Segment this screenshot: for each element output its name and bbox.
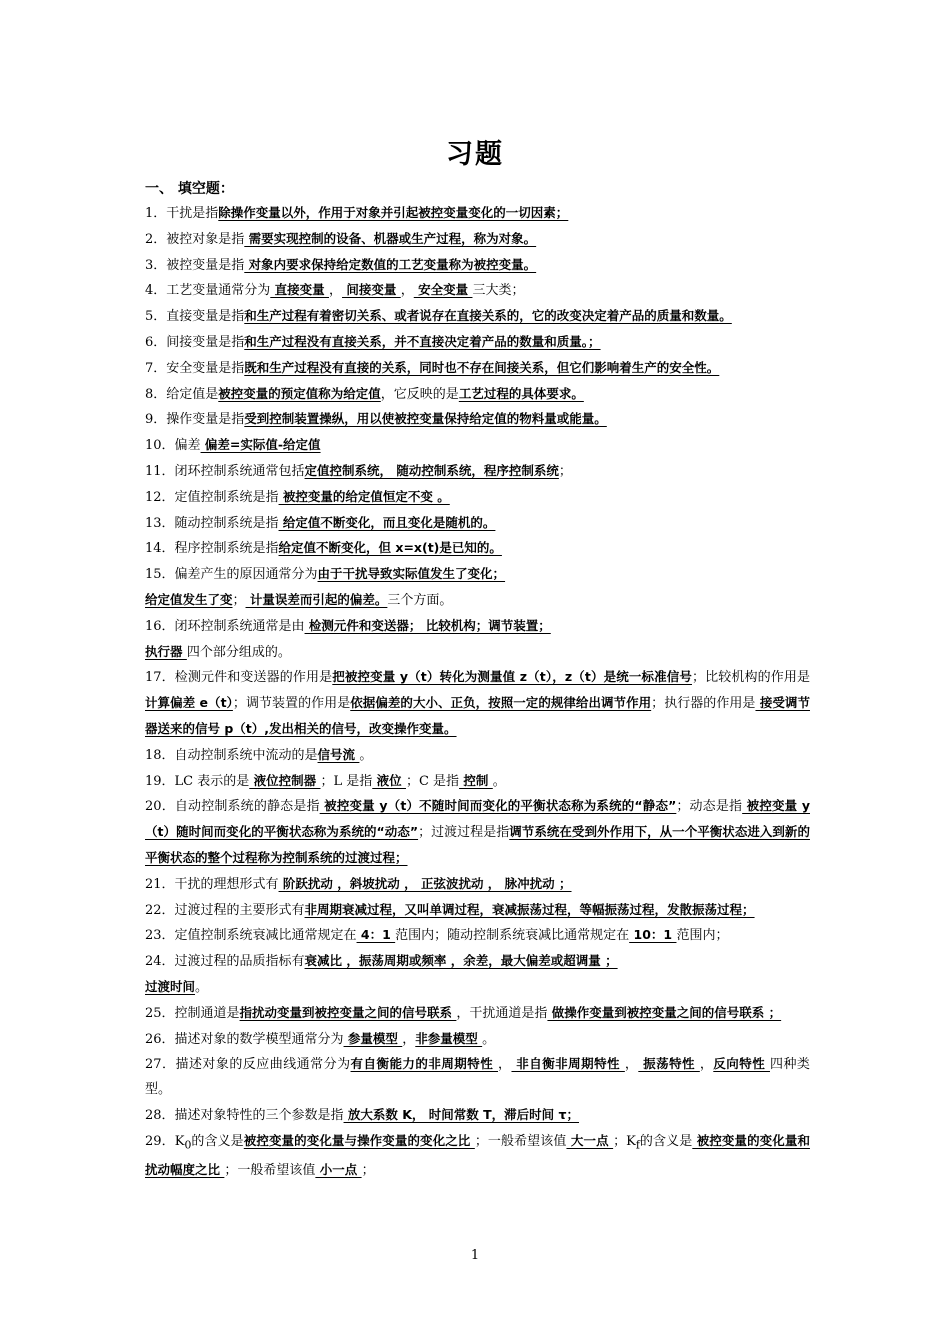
question-18: 18．自动控制系统中流动的是信号流 。 bbox=[145, 746, 373, 763]
question-13: 13．随动控制系统是指 给定值不断变化，而且变化是随机的。 bbox=[145, 514, 496, 531]
question-28: 28．描述对象特性的三个参数是指 放大系数 K， 时间常数 T，滞后时间 τ； bbox=[145, 1106, 579, 1123]
question-19: 19．LC 表示的是 液位控制器 ；L 是指 液位 ；C 是指 控制 。 bbox=[145, 772, 506, 789]
question-15: 15．偏差产生的原因通常分为由于干扰导致实际值发生了变化； 给定值发生了变； 计量误差而引起的偏差。三个方面。 bbox=[145, 566, 506, 608]
question-1: 1．干扰是指除操作变量以外，作用于对象并引起被控变量变化的一切因素； bbox=[145, 205, 569, 221]
question-2: 2．被控对象是指 需要实现控制的设备、机器或生产过程，称为对象。 bbox=[145, 230, 537, 247]
question-29: 29．$K_0$的含义是被控变量的变化量与操作变量的变化之比 ；一般希望该值 大一点 ；$K_f$的含义是 被控变量的变化量和扰动幅度之比 ；一般希望该值 小一点 ； bbox=[145, 1132, 810, 1179]
question-23: 23．定值控制系统衰减比通常规定在 4：1 范围内；随动控制系统衰减比通常规定在 10：1 范围内； bbox=[145, 927, 729, 944]
question-9: 9．操作变量是指受到控制装置操纵，用以使被控变量保持给定值的物料量或能量。 bbox=[145, 411, 607, 428]
question-21: 21．干扰的理想形式有 阶跃扰动 ，斜坡扰动 ， 正弦波扰动 ， 脉冲扰动 ； bbox=[145, 875, 572, 892]
question-16: 16．闭环控制系统通常是由 检测元件和变送器； 比较机构；调节装置； 执行器 四个部分组成的。 bbox=[145, 617, 551, 660]
question-14: 14．程序控制系统是指给定值不断变化，但 x=x(t)是已知的。 bbox=[145, 540, 502, 557]
question-12: 12．定值控制系统是指 被控变量的给定值恒定不变 。 bbox=[145, 488, 450, 505]
question-26: 26．描述对象的数学模型通常分为 参量模型 ，非参量模型 。 bbox=[145, 1030, 496, 1047]
question-17: 17．检测元件和变送器的作用是把被控变量 y（t）转化为测量值 z（t），z（t）是统一标准信号；比较机构的作用是 计算偏差 e（t）；调节装置的作用是依据偏差的大小、正负，按照一定的规律给出调节作用；执行器的作用是 接受调节器送来的信号 p（t）,发出相关的信号，改变操作变量。 bbox=[145, 669, 810, 736]
question-6: 6．间接变量是指和生产过程没有直接关系，并不直接决定着产品的数量和质量。； bbox=[145, 333, 601, 350]
question-10: 10．偏差 偏差=实际值-给定值 bbox=[145, 437, 321, 454]
question-11: 11．闭环控制系统通常包括定值控制系统， 随动控制系统，程序控制系统； bbox=[145, 462, 572, 479]
question-27: 27．描述对象的反应曲线通常分为有自衡能力的非周期特性 ， 非自衡非周期特性 ， 振荡特性 ，反向特性 四种类型。 bbox=[145, 1056, 810, 1098]
page-number: 1 bbox=[470, 1248, 480, 1263]
question-8: 8．给定值是被控变量的预定值称为给定值，它反映的是工艺过程的具体要求。 bbox=[145, 385, 584, 402]
question-3: 3．被控变量是指 对象内要求保持给定数值的工艺变量称为被控变量。 bbox=[145, 256, 537, 273]
question-5: 5．直接变量是指和生产过程有着密切关系、或者说存在直接关系的，它的改变决定着产品的质量和数量。 bbox=[145, 308, 732, 325]
question-22: 22．过渡过程的主要形式有非周期衰减过程，又叫单调过程，衰减振荡过程，等幅振荡过程，发散振荡过程； bbox=[145, 901, 755, 918]
page-title: 习题 bbox=[446, 139, 504, 170]
question-25: 25．控制通道是指扰动变量到被控变量之间的信号联系 ，干扰通道是指 做操作变量到被控变量之间的信号联系 ； bbox=[145, 1004, 782, 1021]
question-7: 7．安全变量是指既和生产过程没有直接的关系，同时也不存在间接关系，但它们影响着生产的安全性。 bbox=[145, 359, 720, 376]
question-4: 4．工艺变量通常分为 直接变量 ， 间接变量 ， 安全变量 三大类； bbox=[145, 282, 525, 299]
question-20: 20．自动控制系统的静态是指 被控变量 y（t）不随时间而变化的平衡状态称为系统的“静态”；动态是指 被控变量 y（t）随时间而变化的平衡状态称为系统的“动态”；过渡过程是指调节系统在受到外作用下，从一个平衡状态进入到新的平衡状态的整个过程称为控制系统的过渡过程； bbox=[145, 798, 810, 865]
question-list bbox=[145, 201, 810, 1184]
question-24: 24．过渡过程的品质指标有衰减比 ，振荡周期或频率 ，余差，最大偏差或超调量 ； 过渡时间。 bbox=[145, 953, 618, 995]
section-heading: 一、 填空题： bbox=[145, 181, 234, 197]
